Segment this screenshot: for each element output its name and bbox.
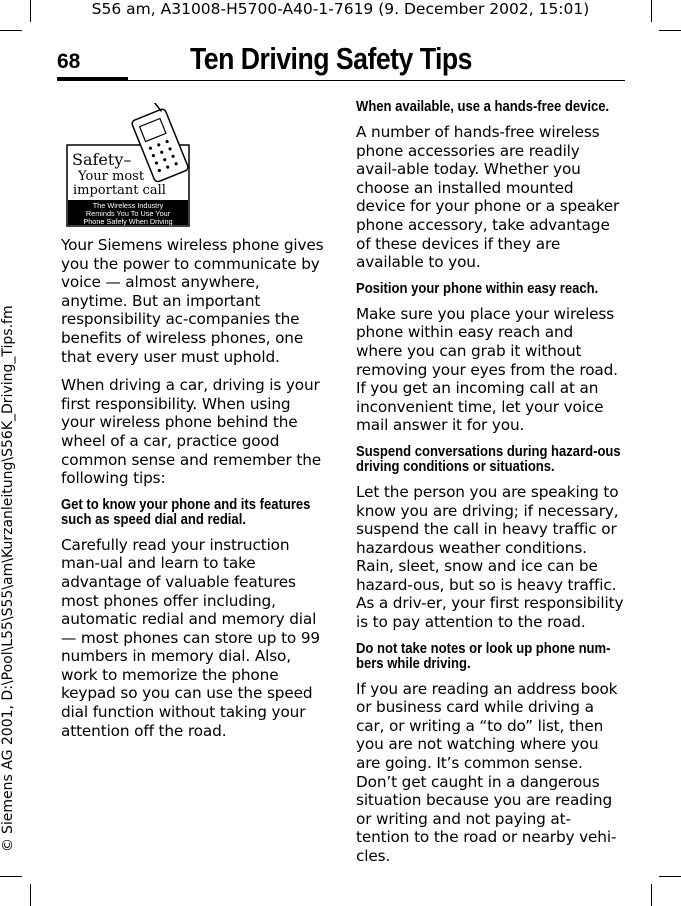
copyright-symbol: © bbox=[0, 838, 16, 852]
tip-5-heading: Do not take notes or look up phone num-bers while driving. bbox=[356, 640, 611, 672]
crop-mark bbox=[30, 884, 31, 906]
source-file-path: Siemens AG 2001, D:\Pool\L55\S55\am\Kurzanleitung\S56K_Driving_Tips.fm bbox=[0, 305, 16, 834]
left-column bbox=[61, 236, 326, 750]
crop-mark bbox=[0, 30, 22, 31]
logo-line-1: Safety– bbox=[72, 150, 132, 169]
crop-mark bbox=[0, 876, 22, 877]
logo-line-3: important call bbox=[73, 183, 166, 198]
crop-mark bbox=[659, 30, 681, 31]
title-rule-thin bbox=[128, 80, 625, 81]
tip-3-body: Make sure you place your wireless phone within easy reach and where you can grab it without removing your eyes from the road. If you get an incoming call at an inconvenient time, let your voice mail answer it for you. bbox=[356, 304, 618, 435]
intro-paragraph-2: When driving a car, driving is your first responsibility. When using your wireless phone behind the wheel of a car, practice good common sense and remember the following tips: bbox=[61, 376, 322, 488]
logo-banner-line-2: Reminds You To Use Your bbox=[85, 209, 171, 218]
intro-paragraph-1: Your Siemens wireless phone gives you the power to communicate by voice — almost anywhere, anytime. But an important responsibility ac-companies the benefits of wireless phones, one that every user must uphold. bbox=[61, 236, 324, 366]
safety-logo bbox=[63, 103, 191, 227]
tip-2-body: A number of hands-free wireless phone accessories are readily avail-able today. Whether you choose an installed mounted device for your phone or a speaker phone accessory, take advantage of these devices if they are available to you. bbox=[356, 123, 620, 272]
tip-4-body: Let the person you are speaking to know you are driving; if necessary, suspend the call in heavy traffic or hazardous weather conditions. Rain, sleet, snow and ice can be hazard-ous, but so is heavy traffic. As a driv-er, your first responsibility is to pay attention to the road. bbox=[356, 482, 624, 632]
title-rule-thick bbox=[57, 77, 128, 81]
print-meta-header: S56 am, A31008-H5700-A40-1-7619 (9. December 2002, 15:01) bbox=[91, 0, 590, 18]
logo-line-2: Your most bbox=[78, 169, 145, 184]
right-column bbox=[356, 100, 624, 876]
tip-4-heading: Suspend conversations during hazard-ous driving conditions or situations. bbox=[356, 443, 621, 475]
tip-2-heading: When available, use a hands-free device. bbox=[356, 99, 610, 115]
page-number: 68 bbox=[57, 50, 81, 73]
crop-mark bbox=[651, 884, 652, 906]
tip-1-heading: Get to know your phone and its features such as speed dial and redial. bbox=[61, 496, 311, 528]
side-copyright-note bbox=[0, 305, 16, 852]
tip-5-body: If you are reading an address book or business card while driving a car, or writing a “to do” list, then you are not watching where you are going. It’s common sense. Don’t get caught in a dangerous situation because you are reading or writing and not paying at-tention to the road or nearby vehi-cles. bbox=[356, 679, 618, 865]
logo-banner-line-1: The Wireless Industry bbox=[92, 201, 164, 210]
tip-1-body: Carefully read your instruction man-ual and learn to take advantage of valuable features most phones offer including, automatic redial and memory dial — most phones can store up to 99 numbers in memory dial. Also, work to memorize the phone keypad so you can use the speed dial function without taking your attention off the road. bbox=[61, 535, 320, 740]
page-title: Ten Driving Safety Tips bbox=[190, 41, 472, 76]
tip-3-heading: Position your phone within easy reach. bbox=[356, 280, 599, 297]
crop-mark bbox=[659, 876, 681, 877]
logo-banner-line-3: Phone Safely When Driving bbox=[83, 217, 173, 226]
